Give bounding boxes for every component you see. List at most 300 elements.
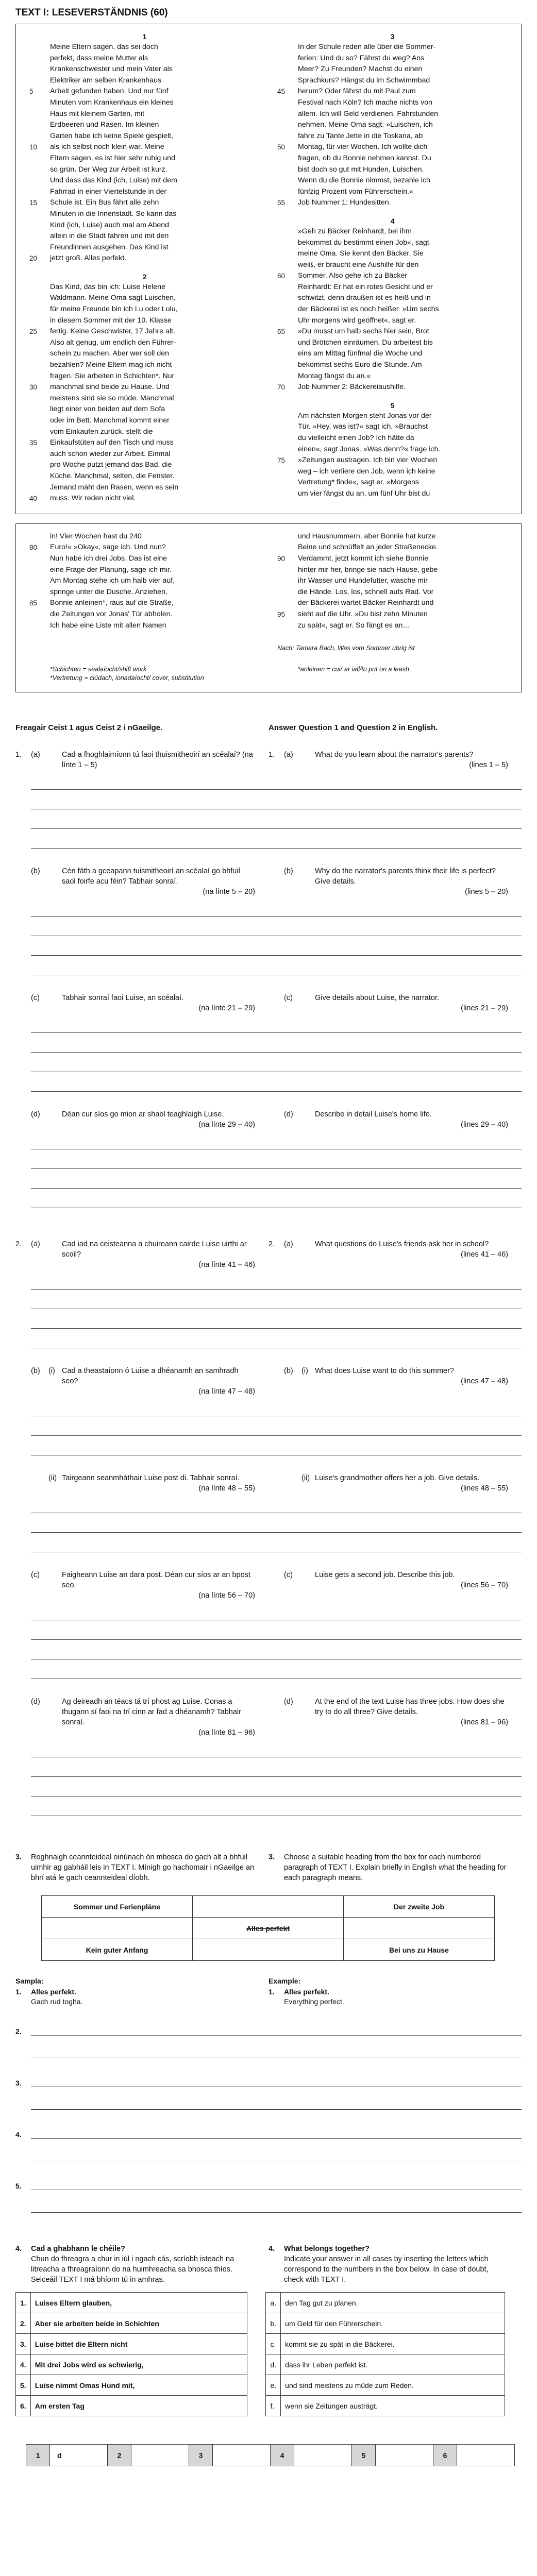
source-credit: Nach: Tamara Bach, Was vom Sommer übrig ist: [277, 645, 415, 652]
line-number: 15: [29, 199, 38, 207]
passage-line: der Bäckerei wartet Bäcker Reinhardt und: [298, 599, 434, 607]
answer-lines: [15, 1397, 522, 1455]
line-number: [277, 226, 298, 238]
glossary-note: *Schichten = sealaíocht/shift work: [50, 666, 147, 673]
answer-line[interactable]: [31, 2201, 522, 2213]
question-number: 2.: [268, 1240, 275, 1249]
line-number: [277, 175, 298, 187]
line-number: [277, 598, 298, 609]
passage-line: Küche. Manchmal, selten, die Fenster.: [50, 471, 175, 480]
answer-lines: [15, 1738, 522, 1816]
question-sub: [48, 1570, 62, 1601]
question-heading-english: What belongs together?: [284, 2245, 370, 2253]
right-letter: f.: [266, 2396, 281, 2416]
line-reference: (na línte 81 – 96): [198, 1728, 255, 1737]
question-text-irish: Déan cur síos go mion ar shaol teaghlaigh Luise. (na línte 29 – 40): [62, 1110, 255, 1129]
line-number: [277, 575, 298, 587]
answer-cell[interactable]: [294, 2445, 352, 2466]
headings-box: [41, 1895, 495, 1961]
glossary-note: *Vertretung = clúdach, ionadaíocht/ cover, substitution: [50, 674, 204, 682]
line-number: [277, 477, 298, 488]
line-number: [277, 466, 298, 478]
line-number: [29, 315, 50, 327]
passage-line: die Zeitungen vor Jonas' Tür abholen.: [50, 609, 173, 618]
answer-line[interactable]: [31, 1013, 522, 1033]
question-number: 2.: [15, 1240, 22, 1249]
line-number: [277, 153, 298, 164]
question-heading-irish: Cad a ghabhann le chéile?: [31, 2245, 125, 2253]
line-reference: (na línte 47 – 48): [198, 1387, 255, 1396]
passage-line: Euro!« »Okay«, sage ich. Und nun?: [50, 543, 166, 552]
answer-line[interactable]: [31, 1033, 522, 1053]
matching-row: [16, 2396, 505, 2416]
answer-line[interactable]: [31, 1189, 522, 1208]
line-number: [277, 348, 298, 360]
passage-line: Und dass das Kind (ich, Luise) mit dem: [50, 176, 177, 185]
question-number: 4.: [268, 2245, 275, 2253]
line-number: [29, 404, 50, 415]
answer-number: 6: [433, 2445, 457, 2466]
answer-line[interactable]: [31, 1270, 522, 1290]
question-number: [15, 1473, 31, 1494]
question-text-irish: Tabhair sonraí faoi Luise, an scéalaí. (na línte 21 – 29): [62, 994, 255, 1013]
line-reference: (na línte 56 – 70): [198, 1591, 255, 1600]
answer-line[interactable]: [31, 1738, 522, 1757]
answer-line[interactable]: [31, 1053, 522, 1072]
line-number: [277, 120, 298, 131]
answer-line[interactable]: [31, 790, 522, 809]
answer-line[interactable]: [31, 2150, 522, 2161]
passage-line: Am nächsten Morgen steht Jonas vor der: [298, 411, 432, 420]
line-number: [29, 187, 50, 198]
answer-line[interactable]: [31, 2098, 522, 2110]
glossary-notes: [29, 665, 508, 683]
answer-line[interactable]: [31, 2179, 522, 2190]
matching-row: [16, 2354, 505, 2375]
answer-number: 2: [108, 2445, 131, 2466]
passage-line: Elektriker am selben Krankenhaus: [50, 76, 162, 84]
line-number: 40: [29, 495, 38, 503]
line-number: [277, 131, 298, 142]
paragraph-number: 4: [390, 216, 395, 225]
instruction-irish: Freagair Ceist 1 agus Ceist 2 i nGaeilge.: [15, 723, 163, 733]
passage-line: Wenn du die Bonnie nimmst, bezahle ich: [298, 176, 430, 185]
line-number: 70: [277, 383, 286, 392]
paragraph-number: 3: [390, 32, 395, 41]
line-number: [277, 75, 298, 87]
paragraph-5-continued: [29, 542, 260, 631]
answer-cell[interactable]: d: [50, 2445, 108, 2466]
answer-line[interactable]: [31, 1149, 522, 1169]
question-text-english: Luise's grandmother offers her a job. Give details. (lines 48 – 55): [315, 1474, 508, 1493]
line-number: [29, 553, 50, 565]
question-letter: (a): [31, 1240, 40, 1249]
line-number: [29, 304, 50, 315]
answer-number: 3.: [15, 2079, 22, 2088]
left-number: 4.: [16, 2354, 31, 2375]
answer-line-row: [15, 2150, 522, 2161]
right-letter: b.: [266, 2313, 281, 2334]
question-letter: [284, 1473, 301, 1494]
line-number: [29, 482, 50, 494]
question-text-english: What questions do Luise's friends ask her in school? (lines 41 – 46): [315, 1240, 508, 1259]
question-letter: (d): [284, 1110, 293, 1119]
passage-line: die Hände. Los, los, schnell aufs Rad. Vor: [298, 587, 434, 596]
answer-cell[interactable]: [213, 2445, 271, 2466]
passage-line: Montag, für vier Wochen. Ich wollte dich: [298, 143, 428, 151]
right-phrase: wenn sie Zeitungen austrägt.: [281, 2396, 505, 2416]
line-number: 10: [29, 143, 38, 151]
line-number: [29, 609, 50, 620]
matching-row: [16, 2313, 505, 2334]
answer-lines: [15, 897, 522, 975]
answer-line[interactable]: [31, 1416, 522, 1436]
passage-line: auch schon wieder zur Arbeit. Einmal: [50, 449, 171, 458]
question-sub: (ii): [48, 1474, 57, 1483]
line-number: [29, 42, 50, 53]
line-number: [29, 460, 50, 471]
passage-line: pro Woche putzt jemand das Bad, die: [50, 461, 172, 469]
question-text-english: What do you learn about the narrator's parents? (lines 1 – 5): [315, 751, 508, 770]
passage-line: sieht auf die Uhr. »Du bist zehn Minuten: [298, 609, 428, 618]
line-number: [29, 175, 50, 187]
passage-line: Schule ist. Ein Bus fährt alle zehn: [50, 198, 159, 207]
answer-line[interactable]: [31, 1072, 522, 1092]
question-text-irish: Cad a theastaíonn ó Luise a dhéanamh an samhradh seo? (na línte 47 – 48): [62, 1367, 255, 1396]
answer-line[interactable]: [31, 1290, 522, 1309]
passage-line: weg – ich verliere den Job, wenn ich keine: [298, 467, 435, 476]
answer-line-row: [15, 2098, 522, 2110]
paragraph-number: 2: [142, 272, 147, 281]
matching-row: [16, 2375, 505, 2396]
answer-line[interactable]: [31, 917, 522, 936]
question-item: [15, 993, 522, 1013]
answer-line[interactable]: [31, 1640, 522, 1659]
passage-line: Garten habe ich keine Spiele gespielt,: [50, 131, 173, 140]
passage-line: perfekt, dass meine Mutter als: [50, 54, 148, 62]
line-reference: (na línte 48 – 55): [198, 1484, 255, 1493]
answer-line[interactable]: [31, 936, 522, 956]
answer-line[interactable]: [31, 1533, 522, 1552]
left-phrase: Mit drei Jobs wird es schwierig,: [30, 2354, 247, 2375]
question-sub: [48, 750, 62, 770]
answer-number: 2.: [15, 2027, 22, 2036]
line-number: [29, 53, 50, 64]
answer-line[interactable]: [31, 2127, 522, 2139]
line-number: [277, 421, 298, 433]
line-number: [277, 109, 298, 120]
answer-line-row: [15, 2179, 522, 2190]
passage-line: bist doch so gut mit Hunden, Luischen.: [298, 165, 424, 174]
passage-line: »Du musst um halb sechs hier sein, Brot: [298, 327, 429, 336]
answer-lines: [15, 1494, 522, 1552]
passage-line: Also alt genug, um endlich den Führer-: [50, 338, 176, 347]
passage-line: »Zeitungen austragen. Ich bin vier Wochen: [298, 456, 438, 465]
passage-line: springe unter die Dusche. Anziehen,: [50, 587, 167, 596]
answer-line[interactable]: [31, 829, 522, 849]
passage-line: der Bäckerei ist es noch heißer. »Um sechs: [298, 305, 439, 314]
line-number: [277, 542, 298, 553]
line-number: 80: [29, 544, 38, 552]
passage-line: Uhr morgens wird geöffnet«, sagt er.: [298, 316, 416, 325]
line-number: [29, 120, 50, 131]
line-number: [29, 471, 50, 482]
question-sub: [48, 1109, 62, 1130]
paragraph-2: [29, 282, 260, 504]
question-number: [268, 1473, 284, 1494]
left-phrase: Luise nimmt Omas Hund mit,: [30, 2375, 247, 2396]
passage-line: oder im Bett. Manchmal kommt einer: [50, 416, 170, 425]
passage-line: ihr Wasser und Hundefutter, wasche mir: [298, 577, 428, 585]
question-3: [15, 1852, 522, 2213]
right-letter: c.: [266, 2334, 281, 2354]
question-text-english: Indicate your answer in all cases by inserting the letters which correspond to the numbers in the box below. In case of doubt, check with TEXT I.: [284, 2255, 489, 2284]
answer-line-row: [15, 2024, 522, 2036]
question-letter: (d): [31, 1698, 40, 1706]
answer-line[interactable]: [31, 1513, 522, 1533]
line-number: [277, 293, 298, 304]
question-number: [268, 993, 284, 1013]
line-number: [29, 209, 50, 220]
paragraph-1: [29, 42, 260, 264]
passage-line: Arbeit gefunden haben. Und nur fünf: [50, 87, 169, 96]
question-letter: (c): [284, 1571, 293, 1580]
question-letter: [31, 1473, 48, 1494]
question-letter: (b): [284, 1367, 293, 1376]
right-phrase: den Tag gut zu planen.: [281, 2293, 505, 2313]
question-letter: (b): [284, 867, 293, 876]
line-number: [29, 348, 50, 360]
question-sub: [301, 866, 315, 897]
answer-line[interactable]: [31, 1436, 522, 1455]
line-number: 25: [29, 328, 38, 336]
line-number: [277, 164, 298, 176]
question-letter: (d): [31, 1110, 40, 1119]
paragraph-5: [277, 411, 508, 500]
line-number: [29, 620, 50, 632]
answer-line[interactable]: [31, 1601, 522, 1620]
line-number: 30: [29, 383, 38, 392]
answer-line[interactable]: [31, 1757, 522, 1777]
passage-line: In der Schule reden alle über die Sommer-: [298, 43, 436, 51]
question-sub: [48, 1239, 62, 1270]
passage-line: Reinhardt: Er hat ein rotes Gesicht und er: [298, 282, 433, 291]
question-letter: (a): [284, 751, 293, 759]
question-letter: (c): [31, 994, 40, 1003]
heading-option-used: Alles perfekt: [193, 1918, 344, 1939]
reading-passage-box: [15, 24, 522, 514]
line-number: 45: [277, 88, 286, 96]
passage-line: allein in die Stadt fahren und mit den: [50, 232, 169, 241]
answer-lines: [15, 1130, 522, 1208]
answer-cell[interactable]: [457, 2445, 515, 2466]
passage-line: jetzt groß. Alles perfekt.: [50, 254, 127, 263]
answer-line-row: [15, 2127, 522, 2139]
line-number: [277, 42, 298, 53]
question-sub: [301, 1697, 315, 1738]
passage-line: als ich selbst noch klein war. Meine: [50, 143, 164, 151]
line-number: [29, 293, 50, 304]
paragraph-number: 5: [390, 401, 395, 410]
line-reference: (lines 56 – 70): [461, 1581, 508, 1590]
question-number: [268, 1366, 284, 1397]
passage-line: vom Einkaufen zurück, stellt die: [50, 427, 153, 436]
line-number: 75: [277, 456, 286, 465]
answer-line[interactable]: [31, 1494, 522, 1513]
reading-passage-box-continued: [15, 523, 522, 692]
passage-line: Krankenschwester und mein Vater als: [50, 65, 173, 74]
answer-line[interactable]: [31, 1397, 522, 1416]
passage-line: um vier fängst du an, um fünf Uhr bist du: [298, 489, 430, 498]
answer-line[interactable]: [31, 1130, 522, 1149]
question-number: [268, 1570, 284, 1601]
heading-option: Bei uns zu Hause: [344, 1939, 495, 1961]
line-number: [277, 64, 298, 75]
question-text-irish: Faigheann Luise an dara post. Déan cur síos ar an bpost seo. (na línte 56 – 70): [62, 1571, 255, 1600]
question-number: [15, 993, 31, 1013]
line-number: [29, 449, 50, 460]
answer-line-row: [15, 2047, 522, 2058]
passage-line: fertig. Keine Geschwister, 17 Jahre alt.: [50, 327, 175, 336]
passage-line: Job Nummer 2: Bäckereiaushilfe.: [298, 383, 406, 392]
right-letter: e.: [266, 2375, 281, 2396]
line-reference: (lines 5 – 20): [465, 888, 508, 896]
line-number: [29, 282, 50, 293]
passage-line: Ich habe eine Liste mit allen Namen: [50, 621, 166, 630]
passage-line: und Brötchen einräumen. Du arbeitest bis: [298, 338, 433, 347]
line-number: [29, 231, 50, 242]
questions-1-2: [15, 723, 522, 1816]
line-reference: (lines 41 – 46): [461, 1250, 508, 1259]
passage-line: Sommer. Also gehe ich zu Bäcker: [298, 272, 408, 280]
answer-line-row: [15, 2076, 522, 2087]
paragraph-5-end: [277, 531, 508, 631]
passage-line: du vielleicht einen Job? Ich hätte da: [298, 434, 414, 442]
left-phrase: Luises Eltern glauben,: [30, 2293, 247, 2313]
question-number: [268, 1109, 284, 1130]
question-item: [15, 1366, 522, 1397]
question-sub: (ii): [301, 1474, 310, 1483]
sample-english: Example: 1. Alles perfekt. Everything perfect.: [268, 1977, 344, 2006]
question-letter: (b): [31, 867, 40, 876]
question-text-irish: Chun do fhreagra a chur in iúl i ngach cás, scríobh isteach na litreacha a fhreagraíonn do na huimhreacha sa bhosca thíos. Seiceáil TEXT I má bhíonn tú in amhras.: [31, 2255, 234, 2284]
passage-line: ferien: Und du so? Fährst du weg? Ans: [298, 54, 425, 62]
passage-line: Kind (ich, Luise) auch mal am Abend: [50, 221, 170, 229]
line-number: [277, 248, 298, 260]
left-number: 5.: [16, 2375, 31, 2396]
right-phrase: um Geld für den Führerschein.: [281, 2313, 505, 2334]
answer-cell[interactable]: [376, 2445, 433, 2466]
line-number: [29, 337, 50, 349]
answer-cell[interactable]: [131, 2445, 189, 2466]
answer-line[interactable]: [31, 2076, 522, 2087]
answer-line[interactable]: [31, 897, 522, 917]
left-number: 1.: [16, 2293, 31, 2313]
passage-line: meistens sind sie so müde. Manchmal: [50, 394, 174, 402]
question-text-irish: Cén fáth a gceapann tuismitheoirí an scéalaí go bhfuil saol foirfe acu féin? Tabhair sonraí. (na línte 5 – 20): [62, 867, 255, 896]
answer-line[interactable]: [31, 1659, 522, 1679]
passage-line: meine Oma. Sie kennt den Bäcker. Sie: [298, 249, 424, 258]
passage-line: Meer? Zu Freunden? Machst du einen: [298, 65, 423, 74]
answer-line[interactable]: [31, 1777, 522, 1797]
line-number: [277, 360, 298, 371]
right-phrase: und sind meistens zu müde zum Reden.: [281, 2375, 505, 2396]
answer-line[interactable]: [31, 1620, 522, 1640]
right-letter: a.: [266, 2293, 281, 2313]
answer-line[interactable]: [31, 1797, 522, 1816]
answer-line[interactable]: [31, 809, 522, 829]
answer-number: 4: [271, 2445, 294, 2466]
right-phrase: kommt sie zu spät in die Bäckerei.: [281, 2334, 505, 2354]
line-number: [29, 131, 50, 142]
question-text-irish: Tairgeann seanmháthair Luise post di. Tabhair sonraí. (na línte 48 – 55): [62, 1474, 255, 1493]
sample-irish: Sampla: 1. Alles perfekt. Gach rud togha.: [15, 1977, 83, 2006]
matching-table: [15, 2292, 505, 2416]
line-number: [29, 64, 50, 75]
question-item: [15, 1239, 522, 1270]
right-letter: d.: [266, 2354, 281, 2375]
answer-line[interactable]: [31, 1309, 522, 1329]
question-item: [15, 1109, 522, 1130]
heading-option: Der zweite Job: [344, 1896, 495, 1918]
answer-line-row: [15, 2201, 522, 2213]
answer-lines: [15, 770, 522, 849]
question-number: 3.: [15, 1853, 22, 1862]
passage-line: bekommst sechs Euro die Stunde. Am: [298, 361, 422, 369]
line-number: 85: [29, 599, 38, 607]
answer-line[interactable]: [31, 2047, 522, 2058]
answer-line[interactable]: [31, 770, 522, 790]
passage-line: Bonnie anleinen*, raus auf die Straße,: [50, 599, 174, 607]
answer-line[interactable]: [31, 956, 522, 975]
line-number: [29, 393, 50, 404]
line-reference: (na línte 29 – 40): [198, 1121, 255, 1129]
passage-line: fünfzig Prozent vom Führerschein.«: [298, 187, 413, 196]
passage-line: Jemand mäht den Rasen, wenn es sein: [50, 483, 179, 492]
passage-line: weiß, er braucht eine Aushilfe für den: [298, 260, 419, 269]
question-letter: (a): [31, 751, 40, 759]
line-number: [29, 360, 50, 371]
answer-line[interactable]: [31, 1329, 522, 1348]
passage-line: Einkaufstüten auf den Tisch und muss: [50, 438, 174, 447]
answer-line[interactable]: [31, 2024, 522, 2036]
question-sub: [301, 1239, 315, 1270]
question-text-irish: Roghnaigh ceannteideal oiriúnach ón mbosca do gach alt a bhfuil uimhir ag gabháil leis in TEXT I. Mínigh go hachomair i nGaeilge an bhrí atá le gach ceannteideal díobh.: [31, 1853, 255, 1883]
question-sub: (i): [301, 1367, 308, 1376]
glossary-note: *anleinen = cuir ar iall/to put on a leash: [298, 666, 409, 673]
passage-line: Meine Eltern sagen, das sei doch: [50, 43, 158, 51]
line-number: [29, 153, 50, 164]
passage-line: hinter mir her, bringe sie nach Hause, gebe: [298, 565, 438, 574]
section-title: TEXT I: LESEVERSTÄNDNIS (60): [15, 7, 168, 18]
question-text-english: What does Luise want to do this summer? (lines 47 – 48): [315, 1367, 508, 1386]
line-number: [29, 427, 50, 438]
question-letter: (a): [284, 1240, 293, 1249]
question-number: [268, 1697, 284, 1738]
paragraph-3: [277, 42, 508, 209]
heading-option: Sommer und Ferienpläne: [42, 1896, 193, 1918]
line-number: [277, 97, 298, 109]
passage-line: Minuten in die Innenstadt. So kann das: [50, 209, 177, 218]
answer-line[interactable]: [31, 1169, 522, 1189]
passage-continued-right: [277, 531, 508, 652]
line-number: [277, 371, 298, 382]
question-letter: (c): [31, 1571, 40, 1580]
left-number: 3.: [16, 2334, 31, 2354]
line-number: [277, 315, 298, 327]
line-reference: (lines 1 – 5): [469, 761, 508, 770]
line-reference: (lines 21 – 29): [461, 1004, 508, 1013]
